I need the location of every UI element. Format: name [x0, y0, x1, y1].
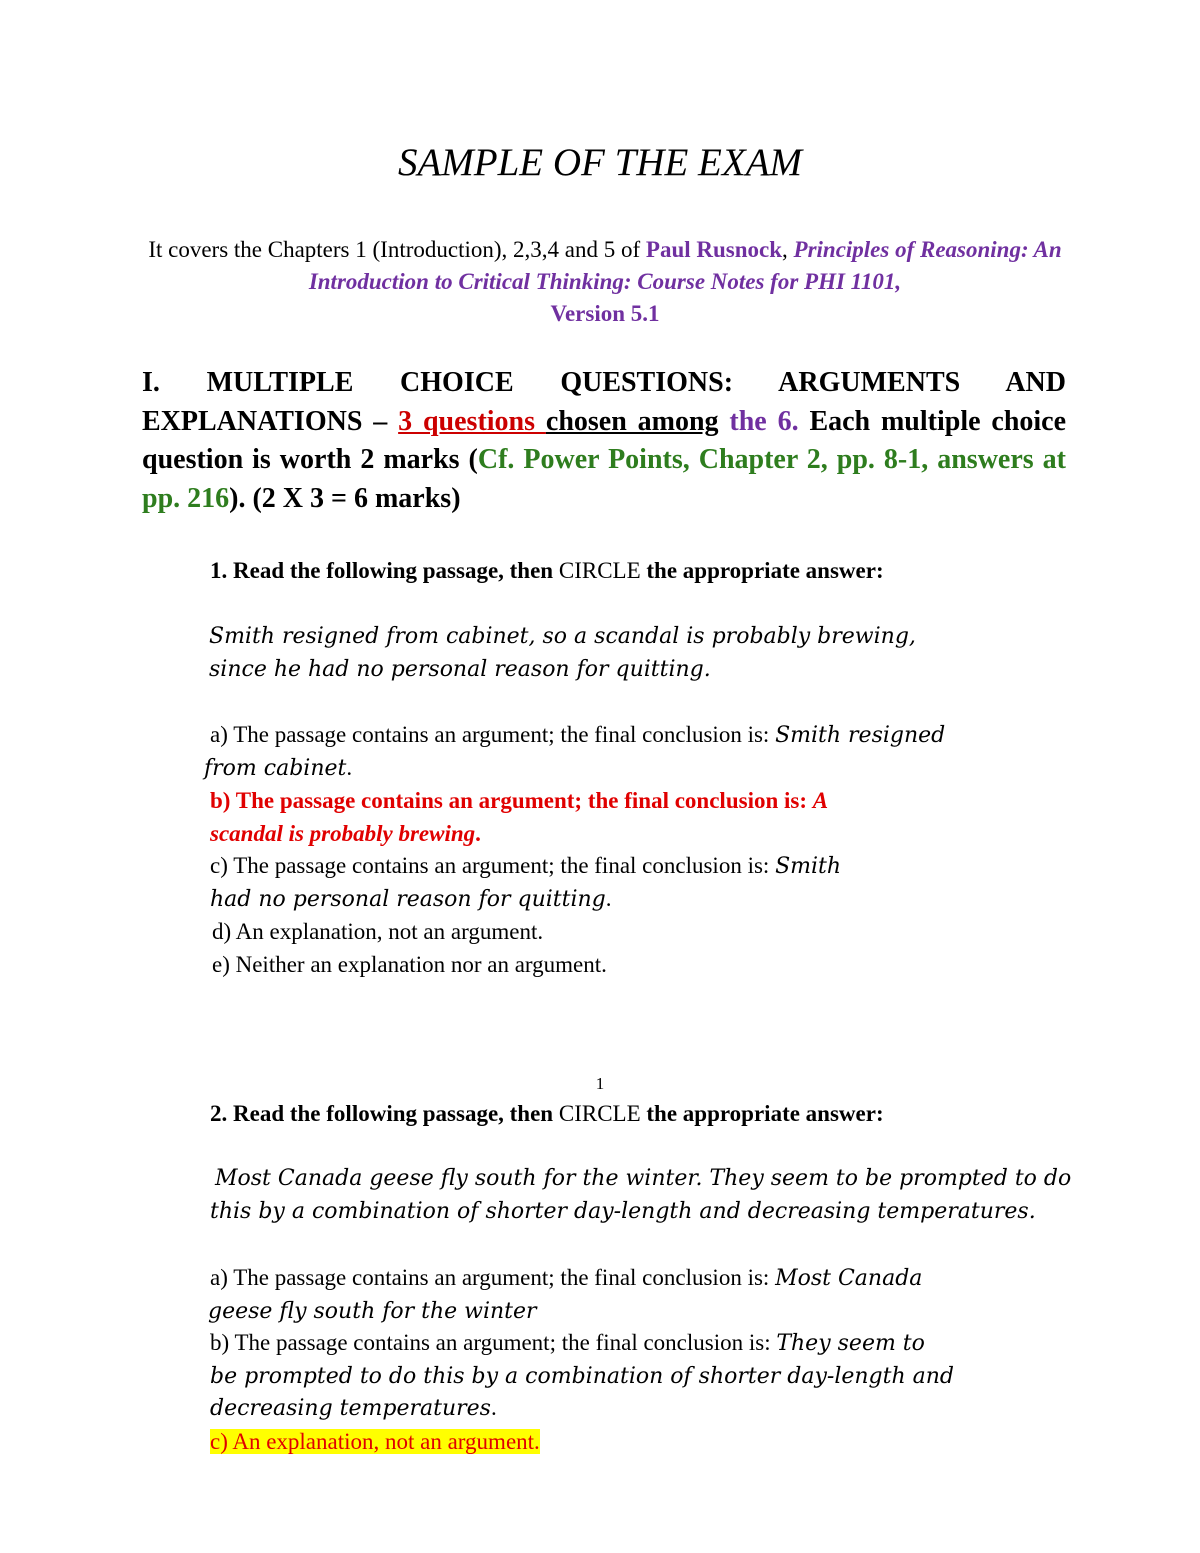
- question-1-option-c-cont: [210, 882, 612, 916]
- question-2-option-b-cont-1: [210, 1359, 954, 1393]
- q2-option-c-text: c) An explanation, not an argument.: [210, 1429, 540, 1454]
- chosen-among: chosen among: [545, 405, 719, 437]
- questions-count: 3 questions: [398, 405, 546, 437]
- question-2-option-c-highlighted: [210, 1425, 540, 1458]
- question-1-heading: [210, 556, 884, 586]
- worth-text: Each multiple choice question is worth 2 marks (: [142, 405, 1067, 475]
- option-c-conclusion-2: had no personal reason for quitting: [210, 887, 606, 912]
- option-a-text: a) The passage contains an argument; the final conclusion is:: [210, 722, 776, 747]
- the-six: the 6.: [729, 405, 799, 437]
- question-2-heading-start: 2. Read the following passage, then: [210, 1101, 559, 1126]
- book-title: Principles of Reasoning: An Introduction to Critical Thinking: Course Notes for PHI 1101,: [308, 237, 1062, 294]
- question-1-heading-end: the appropriate answer:: [640, 558, 884, 583]
- marks-total: ). (2 X 3 = 6 marks): [229, 482, 461, 514]
- question-1-option-b-cont: [210, 817, 481, 850]
- question-2-option-a-cont: [208, 1294, 537, 1328]
- option-b-conclusion-2: scandal is probably brewing: [210, 821, 476, 846]
- author-name: Paul Rusnock: [645, 237, 783, 262]
- coverage-comma: ,: [782, 237, 794, 262]
- page-number: 1: [595, 1074, 605, 1093]
- question-2-passage-line-2: this by a combination of shorter day-length and decreasing temperatures.: [210, 1199, 1036, 1224]
- book-version: Version 5.1: [550, 301, 660, 326]
- question-1-option-a: [210, 718, 945, 752]
- q2-option-a-text: a) The passage contains an argument; the final conclusion is:: [210, 1265, 776, 1290]
- question-2-circle-word: CIRCLE: [558, 1101, 641, 1126]
- question-1-passage-line-1: Smith resigned from cabinet, so a scandal is probably brewing,: [209, 624, 916, 649]
- heading-space: [719, 406, 730, 437]
- option-b-period: .: [475, 821, 481, 846]
- question-2-option-a: [210, 1261, 922, 1295]
- question-2-option-b: [210, 1326, 925, 1360]
- page-title: SAMPLE OF THE EXAM: [397, 141, 802, 184]
- question-1-option-c: [210, 849, 841, 883]
- question-1-option-a-cont: [204, 751, 352, 785]
- question-1-option-d: d) An explanation, not an argument.: [212, 919, 544, 944]
- option-c-period: .: [605, 886, 612, 911]
- question-2-passage-line-1: Most Canada geese fly south for the winter. They seem to be prompted to do: [215, 1166, 1072, 1191]
- section-one-title: I. MULTIPLE CHOICE QUESTIONS: ARGUMENTS AND EXPLANATIONS –: [142, 367, 1066, 437]
- question-2-passage: [210, 1162, 1072, 1228]
- q2-option-b-period: .: [490, 1395, 497, 1420]
- question-2-heading: [210, 1099, 884, 1129]
- option-c-text: c) The passage contains an argument; the final conclusion is:: [210, 853, 776, 878]
- q2-option-b-conclusion-2: be prompted to do this by a combination of shorter day-length and: [210, 1364, 954, 1389]
- q2-option-a-conclusion-1: Most Canada: [775, 1266, 923, 1291]
- question-2-heading-end: the appropriate answer:: [640, 1101, 884, 1126]
- course-coverage: [140, 234, 1070, 330]
- q2-option-b-conclusion-3: decreasing temperatures: [210, 1396, 491, 1421]
- option-a-conclusion-2: from cabinet: [204, 756, 347, 781]
- coverage-prefix: It covers the Chapters 1 (Introduction), 2,3,4 and 5 of: [148, 237, 646, 262]
- question-2-option-b-cont-2: [210, 1391, 497, 1425]
- question-1-passage: [209, 620, 916, 686]
- power-points-reference: Cf. Power Points, Chapter 2, pp. 8-1, answers at pp. 216: [142, 444, 1066, 514]
- option-b-text: b) The passage contains an argument; the final conclusion is:: [210, 788, 813, 813]
- option-a-period: .: [346, 755, 353, 780]
- question-1-passage-line-2: since he had no personal reason for quitting.: [209, 657, 711, 682]
- q2-option-a-conclusion-2: geese fly south for the winter: [208, 1299, 537, 1324]
- q2-option-b-text: b) The passage contains an argument; the final conclusion is:: [210, 1330, 777, 1355]
- question-1-option-b-correct: [210, 784, 828, 817]
- option-b-conclusion-1: A: [812, 788, 829, 813]
- option-c-conclusion-1: Smith: [775, 854, 842, 879]
- section-one-heading: [142, 364, 1066, 518]
- option-a-conclusion-1: Smith resigned: [775, 723, 946, 748]
- question-1-heading-start: 1. Read the following passage, then: [210, 558, 559, 583]
- question-1-circle-word: CIRCLE: [558, 558, 641, 583]
- question-1-option-e: e) Neither an explanation nor an argument.: [212, 952, 607, 977]
- q2-option-b-conclusion-1: They seem to: [776, 1331, 925, 1356]
